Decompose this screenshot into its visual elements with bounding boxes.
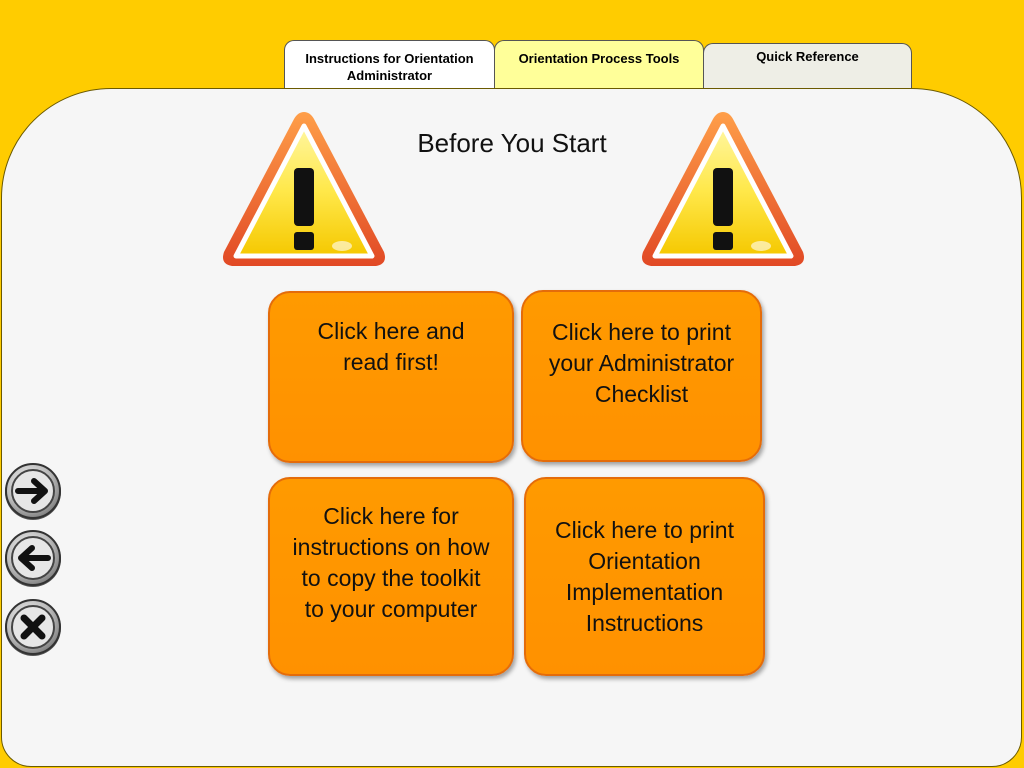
tab-label: Quick Reference	[756, 49, 859, 64]
read-first-label: Click here and read first!	[317, 318, 465, 375]
arrow-right-icon[interactable]	[3, 461, 63, 521]
tab-orientation-process-tools[interactable]	[494, 40, 704, 90]
copy-toolkit-label: Click here for instructions on how to copy the toolkit to your computer	[292, 503, 490, 622]
tab-instructions-for-orientation-administrator[interactable]	[284, 40, 495, 90]
tab-label-line1: Instructions for Orientation	[305, 51, 474, 66]
copy-toolkit-instructions-button[interactable]	[268, 477, 514, 676]
warning-icon	[218, 106, 390, 272]
print-administrator-checklist-button[interactable]	[521, 290, 762, 462]
tab-label: Orientation Process Tools	[518, 51, 680, 66]
page-title: Before You Start	[417, 128, 607, 158]
tab-quick-reference[interactable]	[703, 43, 912, 90]
print-checklist-label: Click here to print your Administrator Checklist	[548, 319, 735, 407]
arrow-left-icon[interactable]	[3, 528, 63, 588]
close-icon[interactable]	[3, 597, 63, 657]
warning-icon	[637, 106, 809, 272]
print-implementation-instructions-button[interactable]	[524, 477, 765, 676]
read-first-button[interactable]	[268, 291, 514, 463]
print-implementation-label: Click here to print Orientation Implementation Instructions	[555, 516, 734, 636]
tab-label-line2: Administrator	[346, 68, 433, 83]
